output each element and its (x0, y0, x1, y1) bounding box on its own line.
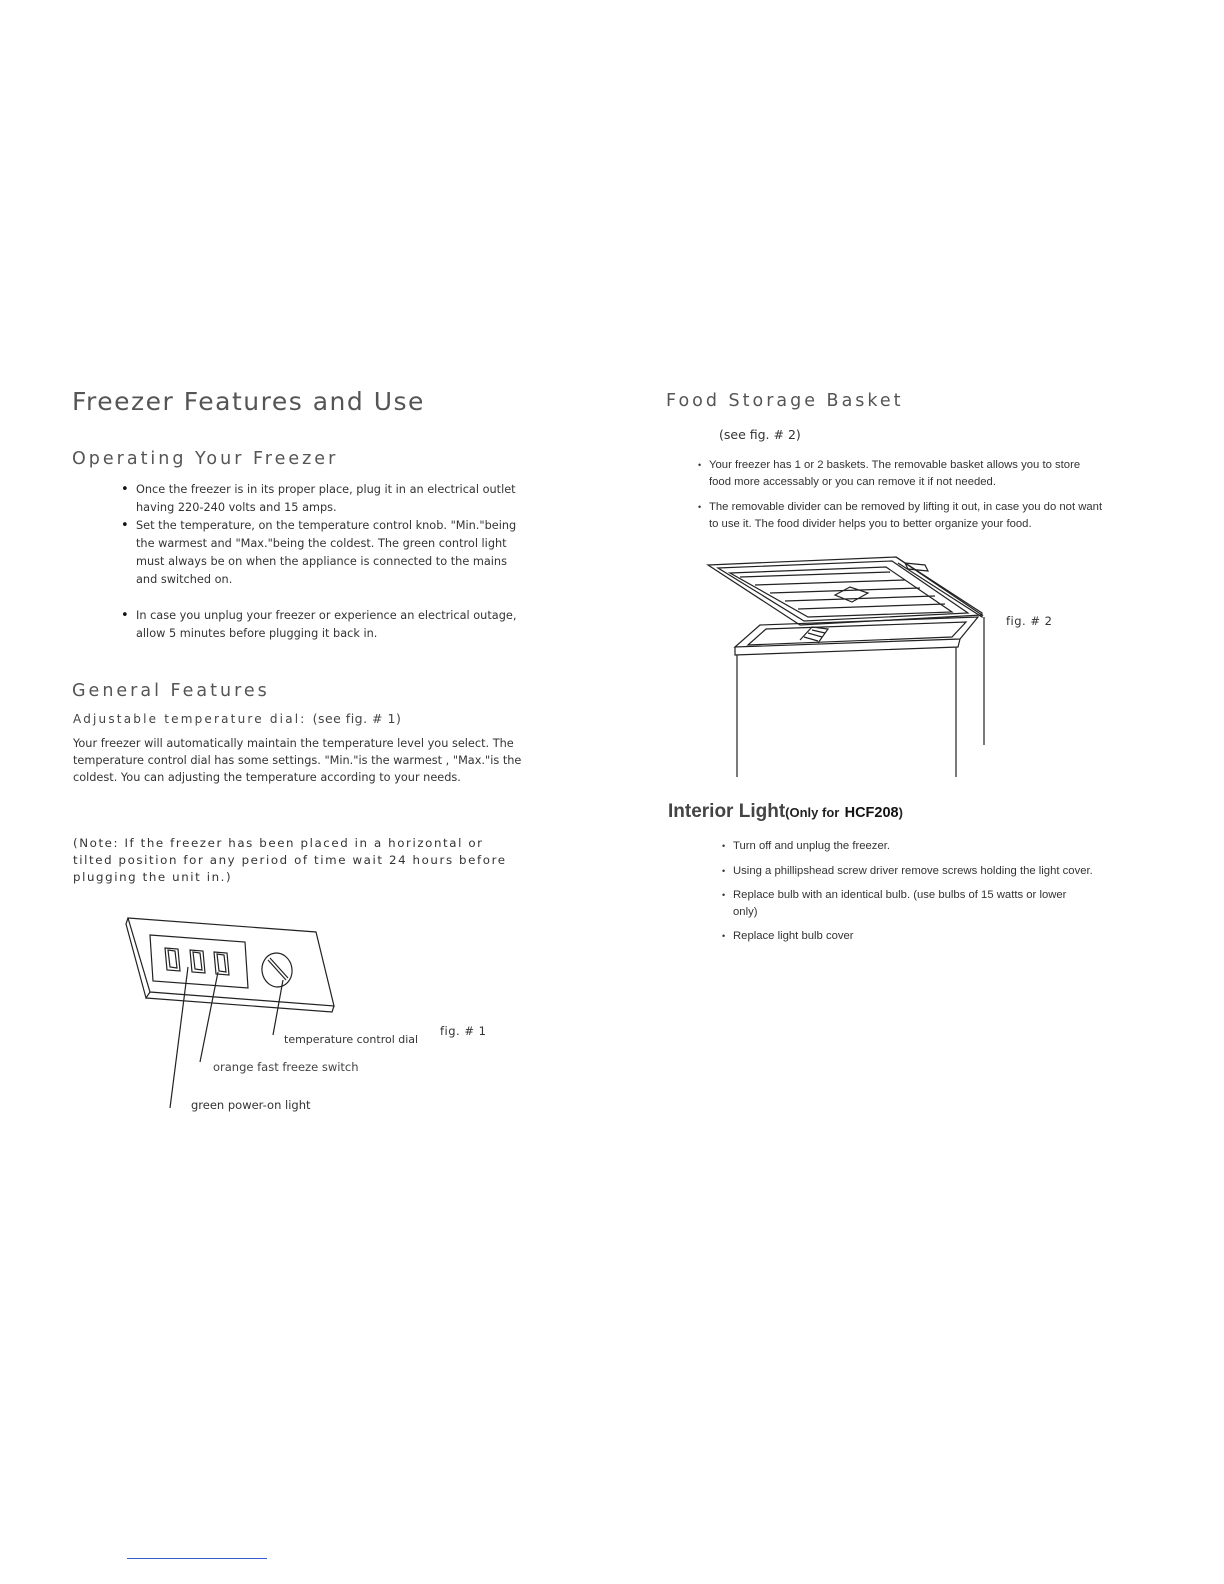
general-heading: General Features (72, 681, 270, 701)
basket-list (698, 457, 1103, 532)
callout-light: green power-on light (191, 1098, 311, 1112)
light-heading-title: Interior Light (668, 801, 786, 822)
light-list (722, 838, 1142, 945)
control-panel-outline (126, 918, 334, 1012)
callout-switch: orange fast freeze switch (213, 1060, 359, 1074)
callout-lines (170, 967, 283, 1108)
chest-freezer-figure (700, 555, 1000, 785)
basket-ref: (see fig. # 2) (719, 427, 801, 442)
operating-heading: Operating Your Freezer (72, 449, 339, 469)
operating-list (121, 481, 521, 643)
freezer-lid (708, 557, 982, 625)
placement-note: (Note: If the freezer has been placed in a horizontal or tilted position for any period of time wait 24 hours before plugging the unit in.) (73, 836, 507, 884)
callout-dial: temperature control dial (284, 1033, 419, 1046)
page-title: Freezer Features and Use (72, 387, 425, 416)
fig2-label: fig. # 2 (1006, 614, 1053, 628)
basket-bullet: • Your freezer has 1 or 2 baskets. The removable basket allows you to store food more accessably or you can remove it if not needed. (698, 457, 1103, 490)
light-heading-qualifier: (Only for (785, 805, 840, 820)
operating-bullet: • Set the temperature, on the temperature control knob. "Min."being the warmest and "Max."being the coldest. The green control light must always be on when the appliance is connected to the mains and switched on. (121, 517, 521, 589)
light-bullet: • Turn off and unplug the freezer. (722, 838, 1142, 855)
basket-heading: Food Storage Basket (666, 391, 904, 411)
footer-rule (127, 1558, 267, 1559)
control-panel-figure (120, 910, 360, 1120)
switch-bezel (150, 935, 248, 988)
basket-bullet: • The removable divider can be removed by lifting it out, in case you do not want to use it. The food divider helps you to better organize your food. (698, 499, 1103, 532)
general-paragraph: Your freezer will automatically maintain the temperature level you select. The temperature control dial has some settings. "Min."is the warmest , "Max."is the coldest. You can adjusting the temperature according to your needs. (73, 737, 522, 784)
fig1-label: fig. # 1 (440, 1024, 487, 1038)
switch-boxes (165, 948, 229, 975)
dial-subheading (73, 711, 401, 726)
operating-bullet: • Once the freezer is in its proper place, plug it in an electrical outlet having 220-240 volts and 15 amps. (121, 481, 521, 517)
light-bullet: • Using a phillipshead screw driver remove screws holding the light cover. (722, 863, 1142, 880)
light-bullet: • Replace light bulb cover (722, 928, 1142, 945)
light-heading-close: ) (898, 805, 903, 820)
light-heading (668, 801, 903, 823)
temperature-dial (259, 951, 294, 990)
dial-subheading-ref: (see fig. # 1) (312, 711, 402, 726)
light-heading-model: HCF208 (844, 805, 899, 821)
light-bullet: • Replace bulb with an identical bulb. (use bulbs of 15 watts or lower only) (722, 887, 1073, 920)
dial-subheading-label: Adjustable temperature dial: (73, 712, 307, 726)
freezer-cabinet (735, 617, 984, 777)
operating-bullet: • In case you unplug your freezer or experience an electrical outage, allow 5 minutes before plugging it back in. (121, 607, 521, 643)
